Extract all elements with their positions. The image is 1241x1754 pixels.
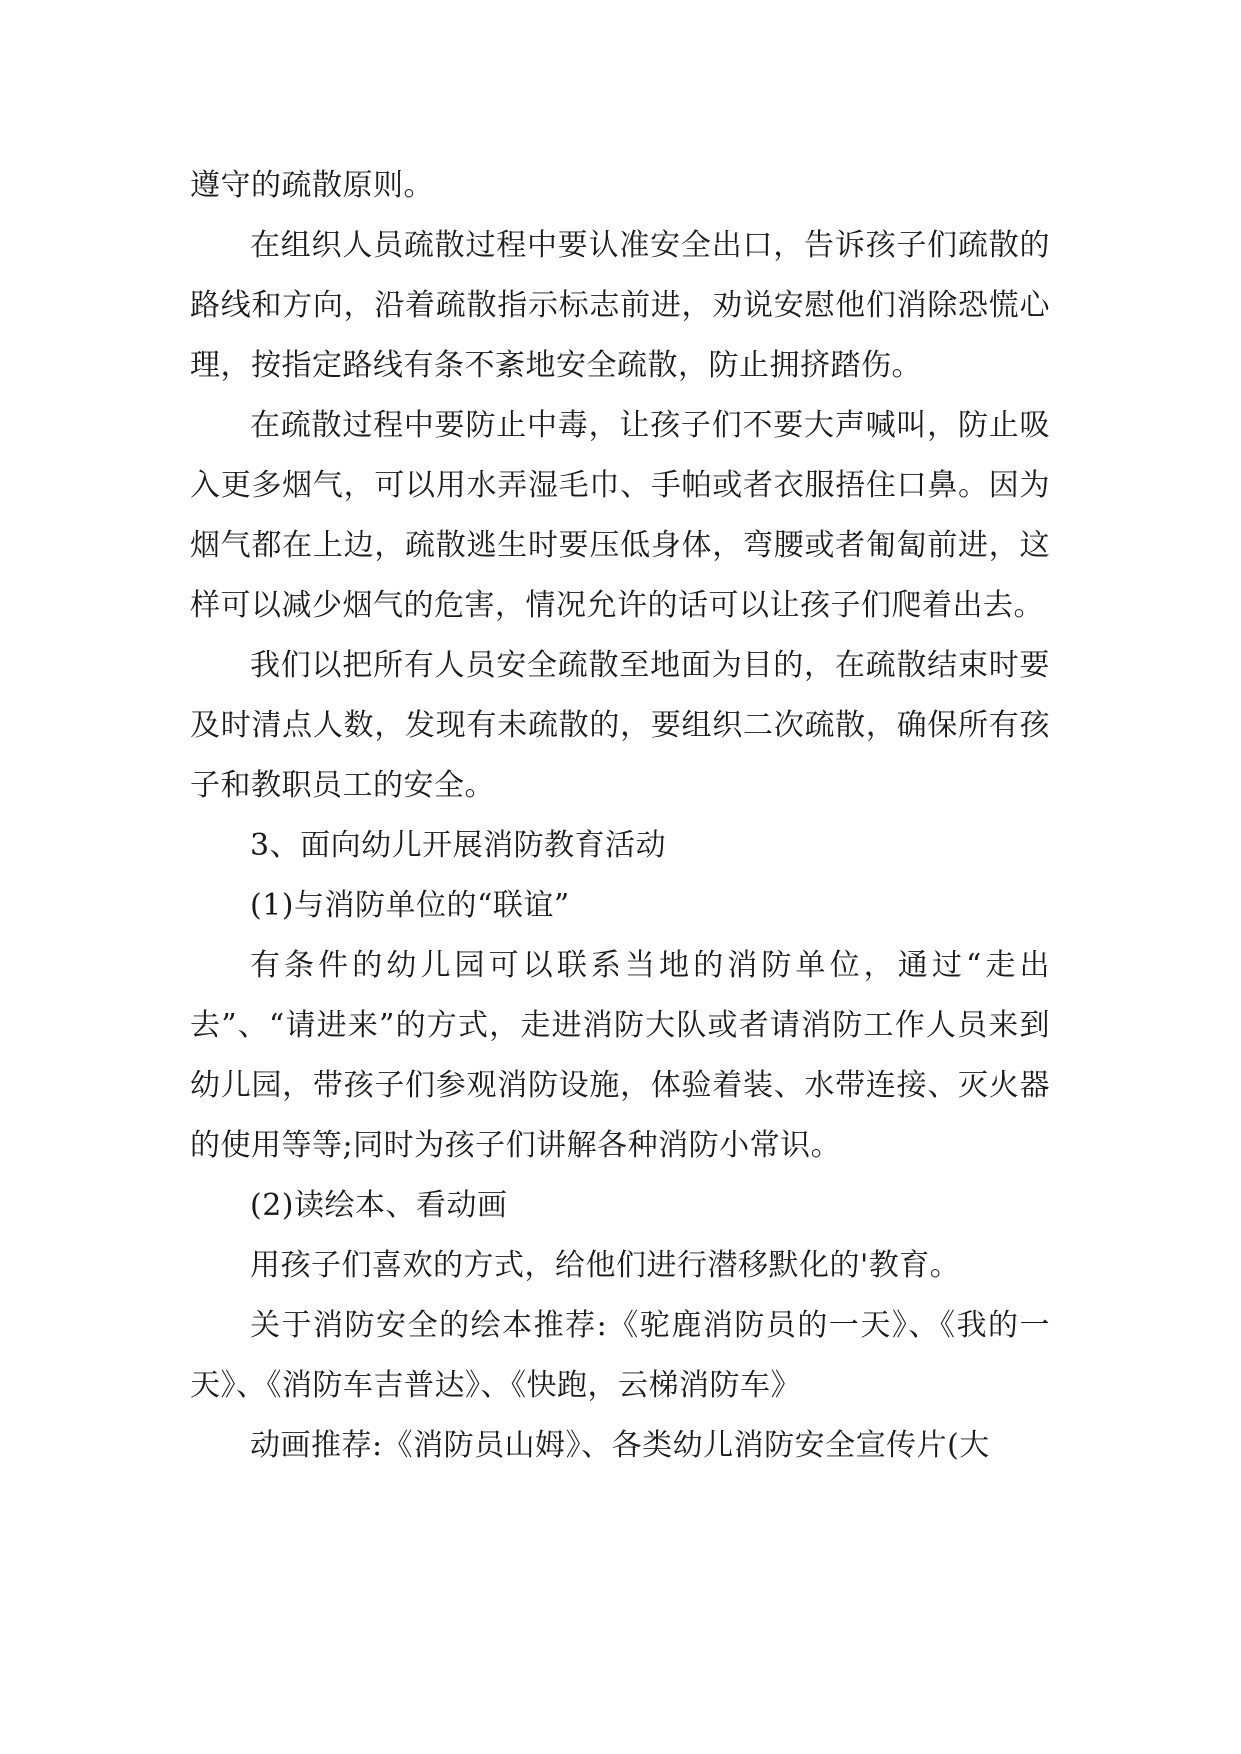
paragraph-education-method: 用孩子们喜欢的方式，给他们进行潜移默化的'教育。 [250, 1248, 961, 1283]
paragraph-evacuation-exit: 在组织人员疏散过程中要认准安全出口，告诉孩子们疏散的路线和方向，沿着疏散指示标志前进，劝说安慰他们消除恐慌心理，按指定路线有条不紊地安全疏散，防止拥挤踏伤。 [190, 228, 1050, 383]
paragraph-animation-recommendations: 动画推荐:《消防员山姆》、各类幼儿消防安全宣传片(大 [250, 1428, 990, 1463]
section-heading-fire-education: 3、面向幼儿开展消防教育活动 [250, 828, 667, 863]
subheading-picture-books: (2)读绘本、看动画 [250, 1188, 508, 1223]
subheading-fire-unit-visit: (1)与消防单位的“联谊” [250, 888, 570, 923]
paragraph-prevent-poisoning: 在疏散过程中要防止中毒，让孩子们不要大声喊叫，防止吸入更多烟气，可以用水弄湿毛巾、手帕或者衣服捂住口鼻。因为烟气都在上边，疏散逃生时要压低身体，弯腰或者匍匐前进，这样可以减少烟气的危害，情况允许的话可以让孩子们爬着出去。 [190, 408, 1050, 623]
paragraph-book-recommendations: 关于消防安全的绘本推荐:《驼鹿消防员的一天》、《我的一天》、《消防车吉普达》、《快跑，云梯消防车》 [190, 1308, 1050, 1403]
paragraph-headcount: 我们以把所有人员安全疏散至地面为目的，在疏散结束时要及时清点人数，发现有未疏散的，要组织二次疏散，确保所有孩子和教职员工的安全。 [190, 648, 1050, 803]
paragraph-fire-unit-visit: 有条件的幼儿园可以联系当地的消防单位，通过“走出去”、“请进来”的方式，走进消防大队或者请消防工作人员来到幼儿园，带孩子们参观消防设施，体验着装、水带连接、灭火器的使用等等;同时为孩子们讲解各种消防小常识。 [190, 948, 1050, 1163]
paragraph-continuation: 遵守的疏散原则。 [190, 168, 434, 203]
document-body [190, 156, 1050, 1476]
